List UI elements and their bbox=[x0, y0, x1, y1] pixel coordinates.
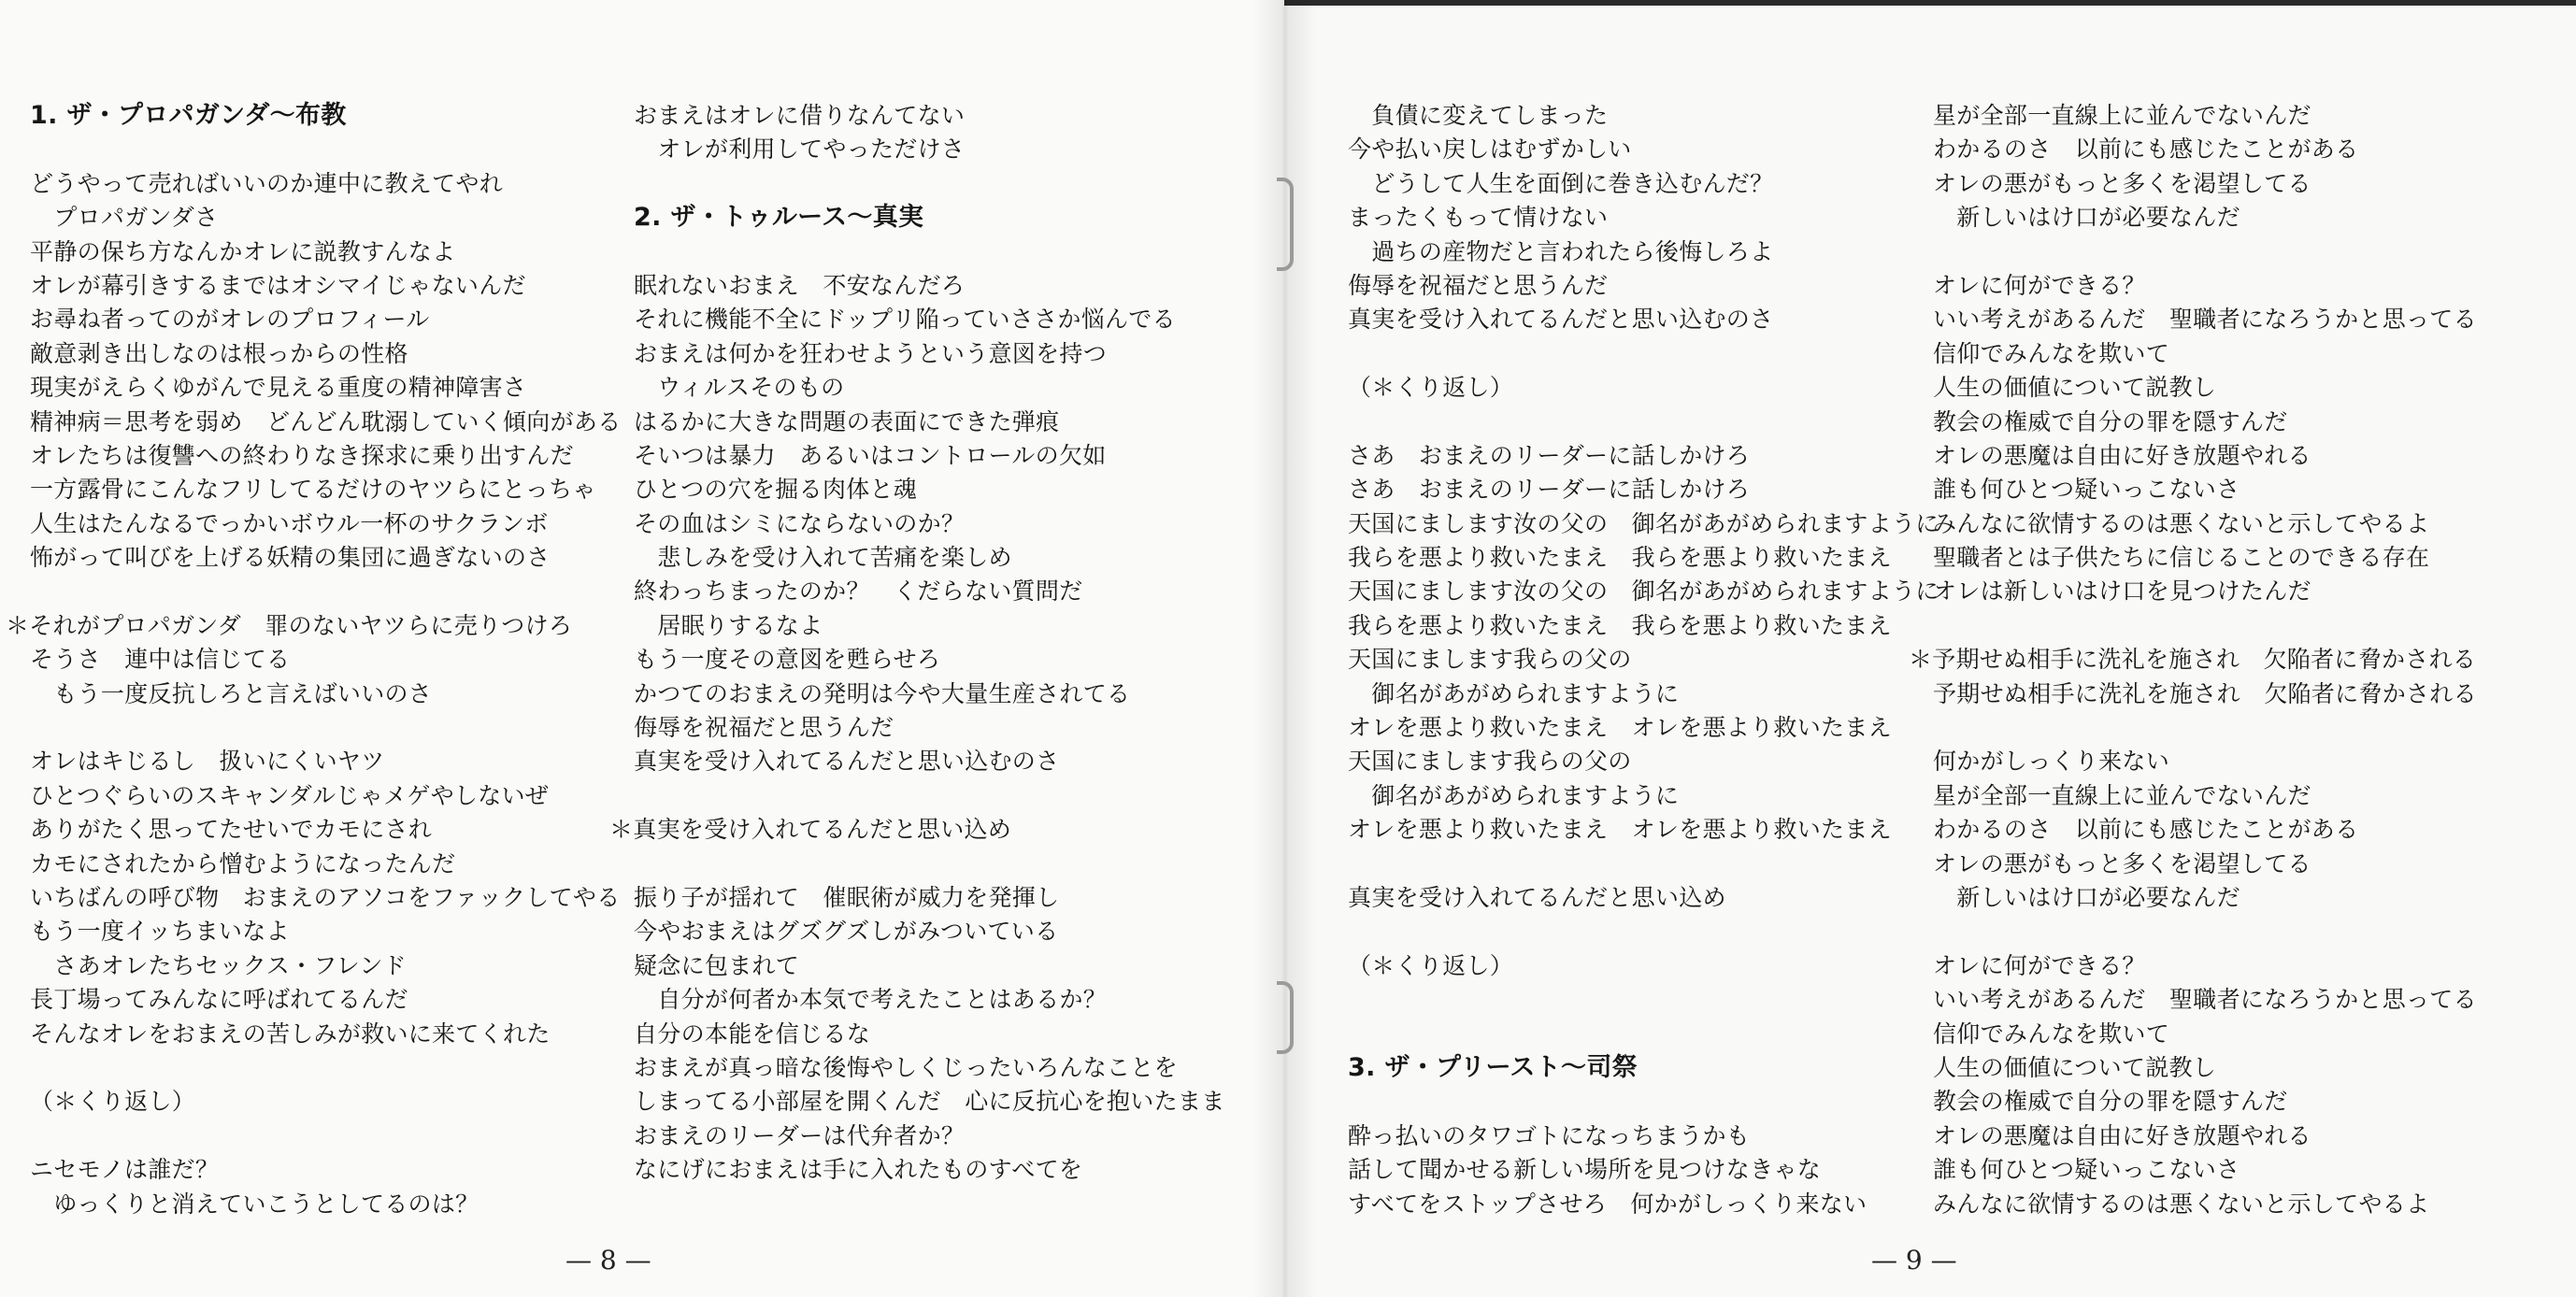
lyrics-column-4 bbox=[1909, 99, 2477, 1221]
stanza-break bbox=[634, 235, 1225, 269]
lyric-line: 悲しみを受け入れて苦痛を楽しめ bbox=[634, 544, 1012, 572]
lyric-line: そいつは暴力 あるいはコントロールの欠如 bbox=[634, 441, 1107, 469]
lyric-line: 聖職者とは子供たちに信じることのできる存在 bbox=[1933, 544, 2430, 572]
lyric-line: 新しいはけ口が必要なんだ bbox=[1933, 883, 2240, 911]
lyric-line: ニセモノは誰だ？ bbox=[30, 1156, 220, 1184]
stanza-break bbox=[30, 711, 622, 745]
lyric-line: （＊くり返し） bbox=[30, 1088, 196, 1116]
lyric-line: すべてをストップさせろ 何かがしっくり来ない bbox=[1348, 1190, 1868, 1218]
stanza-break bbox=[1348, 983, 1939, 1017]
lyric-line: おまえはオレに借りなんてない bbox=[634, 102, 966, 129]
lyric-line: オレたちは復讐への終わりなき探求に乗り出すんだ bbox=[30, 441, 574, 469]
lyric-line: そんなオレをおまえの苦しみが救いに来てくれた bbox=[30, 1019, 551, 1048]
stanza-break bbox=[30, 133, 622, 166]
lyric-line: 平静の保ち方なんかオレに説教すんなよ bbox=[30, 237, 456, 265]
lyric-line: 精神病＝思考を弱め どんどん耽溺していく傾向がある bbox=[30, 407, 622, 435]
lyric-line: もう一度イッちまいなよ bbox=[30, 918, 290, 946]
lyric-line: 人生はたんなるでっかいボウル一杯のサクランボ bbox=[30, 509, 549, 537]
lyric-line: 怖がって叫びを上げる妖精の集団に過ぎないのさ bbox=[30, 544, 551, 572]
lyric-line: おまえのリーダーは代弁者か？ bbox=[634, 1121, 966, 1149]
lyric-line: さあ おまえのリーダーに話しかけろ bbox=[1348, 476, 1751, 504]
lyric-line: 御名があがめられますように bbox=[1348, 781, 1680, 809]
lyric-line: オレに何ができる？ bbox=[1933, 951, 2146, 979]
lyric-line: 天国にまします汝の父の 御名があがめられますように bbox=[1348, 509, 1939, 537]
lyric-line: オレの悪魔は自由に好き放題やれる bbox=[1933, 441, 2311, 469]
stanza-break bbox=[634, 167, 1225, 201]
lyric-line: ウィルスそのもの bbox=[634, 374, 845, 402]
lyric-line: 星が全部一直線上に並んでないんだ bbox=[1933, 102, 2311, 129]
lyric-line: 酔っ払いのタワゴトになっちまうかも bbox=[1348, 1121, 1751, 1149]
lyric-line: かつてのおまえの発明は今や大量生産されてる bbox=[634, 679, 1131, 707]
stanza-break bbox=[1348, 1085, 1939, 1119]
lyric-line: 話して聞かせる新しい場所を見つけなきゃな bbox=[1348, 1156, 1822, 1184]
lyrics-column-1 bbox=[6, 99, 622, 1221]
lyrics-column-3 bbox=[1348, 99, 1939, 1221]
lyric-line: まったくもって情けない bbox=[1348, 204, 1609, 232]
lyric-line: カモにされたから憎むようになったんだ bbox=[30, 849, 456, 877]
lyric-line: もう一度その意図を甦らせろ bbox=[634, 646, 941, 674]
song-title: 3. ザ・プリースト〜司祭 bbox=[1348, 1052, 1638, 1082]
lyric-line: 敵意剥き出しなのは根っからの性格 bbox=[30, 339, 408, 367]
stanza-break bbox=[634, 848, 1225, 881]
staple-top bbox=[1277, 178, 1294, 271]
lyric-line: 我らを悪より救いたまえ 我らを悪より救いたまえ bbox=[1348, 544, 1892, 572]
lyric-line: オレは新しいはけ口を見つけたんだ bbox=[1933, 577, 2311, 606]
lyric-line: みんなに欲情するのは悪くないと示してやるよ bbox=[1933, 1190, 2430, 1218]
lyric-line: 真実を受け入れてるんだと思い込むのさ bbox=[634, 748, 1060, 776]
stanza-break bbox=[1933, 915, 2477, 948]
lyric-line: （＊くり返し） bbox=[1348, 951, 1514, 979]
lyric-line: そうさ 連中は信じてる bbox=[30, 646, 291, 674]
lyric-line: 天国にまします我らの父の bbox=[1348, 748, 1632, 776]
lyric-line: 長丁場ってみんなに呼ばれてるんだ bbox=[30, 986, 408, 1014]
lyric-line: どうやって売ればいいのか連中に教えてやれ bbox=[30, 169, 504, 197]
lyric-line: 天国にまします汝の父の 御名があがめられますように bbox=[1348, 577, 1939, 606]
lyric-line: 居眠りするなよ bbox=[634, 611, 823, 639]
lyric-line: オレに何ができる？ bbox=[1933, 271, 2146, 299]
lyric-line: 人生の価値について説教し bbox=[1933, 1053, 2217, 1081]
staple-bottom bbox=[1277, 981, 1294, 1054]
lyric-line: 教会の権威で自分の罪を隠すんだ bbox=[1933, 407, 2288, 435]
lyric-line: 侮辱を祝福だと思うんだ bbox=[1348, 271, 1609, 299]
lyrics-column-2 bbox=[609, 99, 1225, 1188]
page-number-right: — 9 — bbox=[1871, 1245, 1957, 1276]
stanza-break bbox=[30, 575, 622, 608]
lyric-line: 教会の権威で自分の罪を隠すんだ bbox=[1933, 1088, 2288, 1116]
stanza-break bbox=[1348, 1018, 1939, 1051]
lyric-line: 誰も何ひとつ疑いっこないさ bbox=[1933, 476, 2240, 504]
lyric-line: 真実を受け入れてるんだと思い込め bbox=[1348, 883, 1726, 911]
page-number-left: — 8 — bbox=[565, 1245, 651, 1276]
stanza-break bbox=[1348, 406, 1939, 439]
stanza-break bbox=[30, 1051, 622, 1085]
lyric-line: ひとつの穴を掘る肉体と魂 bbox=[634, 476, 918, 504]
stanza-break bbox=[634, 779, 1225, 813]
lyric-line: さあ おまえのリーダーに話しかけろ bbox=[1348, 441, 1751, 469]
lyric-line: オレの悪がもっと多くを渇望してる bbox=[1933, 849, 2311, 877]
page-top-edge bbox=[1284, 0, 2576, 6]
lyric-line: 真実を受け入れてるんだと思い込むのさ bbox=[1348, 306, 1774, 334]
lyric-line: 何かがしっくり来ない bbox=[1933, 748, 2170, 776]
stanza-break bbox=[1933, 609, 2477, 643]
lyric-line: 現実がえらくゆがんで見える重度の精神障害さ bbox=[30, 374, 527, 402]
lyric-line: いい考えがあるんだ 聖職者になろうかと思ってる bbox=[1933, 986, 2477, 1014]
lyric-line: しまってる小部屋を開くんだ 心に反抗心を抱いたまま bbox=[634, 1088, 1225, 1116]
stanza-break bbox=[1933, 235, 2477, 269]
lyric-line: 自分の本能を信じるな bbox=[634, 1019, 871, 1048]
song-title: 1. ザ・プロパガンダ〜布教 bbox=[30, 101, 347, 130]
lyric-line: 自分が何者か本気で考えたことはあるか？ bbox=[634, 986, 1108, 1014]
lyric-line: オレの悪魔は自由に好き放題やれる bbox=[1933, 1121, 2311, 1149]
stanza-break bbox=[1933, 711, 2477, 745]
stanza-break bbox=[1348, 337, 1939, 371]
lyric-line: 人生の価値について説教し bbox=[1933, 374, 2217, 402]
lyric-line: オレを悪より救いたまえ オレを悪より救いたまえ bbox=[1348, 816, 1892, 844]
lyric-line: オレを悪より救いたまえ オレを悪より救いたまえ bbox=[1348, 714, 1892, 742]
lyric-line: わかるのさ 以前にも感じたことがある bbox=[1933, 135, 2359, 164]
lyric-line: 星が全部一直線上に並んでないんだ bbox=[1933, 781, 2311, 809]
lyric-line: オレはキじるし 扱いにくいヤツ bbox=[30, 748, 385, 776]
lyric-line: なにげにおまえは手に入れたものすべてを bbox=[634, 1156, 1083, 1184]
lyric-line: 負債に変えてしまった bbox=[1348, 102, 1609, 129]
lyric-line: 眠れないおまえ 不安なんだろ bbox=[634, 271, 966, 299]
lyric-line: ゆっくりと消えていこうとしてるのは？ bbox=[30, 1190, 479, 1218]
lyric-line: もう一度反抗しろと言えばいいのさ bbox=[30, 679, 433, 707]
lyric-line: それに機能不全にドップリ陥っていささか悩んでる bbox=[634, 306, 1176, 334]
lyric-line: 一方露骨にこんなフリしてるだけのヤツらにとっちゃ bbox=[30, 476, 596, 504]
lyric-line: お尋ね者ってのがオレのプロフィール bbox=[30, 306, 430, 334]
lyric-line: いちばんの呼び物 おまえのアソコをファックしてやる bbox=[30, 883, 621, 911]
lyric-line: ありがたく思ってたせいでカモにされ bbox=[30, 816, 433, 844]
lyric-line: 新しいはけ口が必要なんだ bbox=[1933, 204, 2240, 232]
song-title: 2. ザ・トゥルース〜真実 bbox=[634, 203, 924, 233]
lyric-line: オレが幕引きするまではオシマイじゃないんだ bbox=[30, 271, 526, 299]
stanza-break bbox=[1348, 848, 1939, 881]
lyric-line: 終わっちまったのか？ くだらない質問だ bbox=[634, 577, 1083, 606]
lyric-line: さあオレたちセックス・フレンド bbox=[30, 951, 407, 979]
lyric-line: 今や払い戻しはむずかしい bbox=[1348, 135, 1632, 164]
stanza-break bbox=[30, 1119, 622, 1153]
lyric-line: 侮辱を祝福だと思うんだ bbox=[634, 714, 894, 742]
lyric-line: ＊予期せぬ相手に洗礼を施され 欠陥者に脅かされる bbox=[1909, 646, 2477, 674]
lyric-line: 振り子が揺れて 催眠術が威力を発揮し bbox=[634, 883, 1060, 911]
lyric-line: （＊くり返し） bbox=[1348, 374, 1514, 402]
lyric-line: どうして人生を面倒に巻き込むんだ？ bbox=[1348, 169, 1774, 197]
lyric-line: わかるのさ 以前にも感じたことがある bbox=[1933, 816, 2359, 844]
lyric-line: 疑念に包まれて bbox=[634, 951, 800, 979]
lyric-line: 我らを悪より救いたまえ 我らを悪より救いたまえ bbox=[1348, 611, 1892, 639]
lyric-line: はるかに大きな問題の表面にできた弾痕 bbox=[634, 407, 1060, 435]
lyric-line: 過ちの産物だと言われたら後悔しろよ bbox=[1348, 237, 1774, 265]
lyric-line: オレの悪がもっと多くを渇望してる bbox=[1933, 169, 2311, 197]
lyric-line: その血はシミにならないのか？ bbox=[634, 509, 966, 537]
lyric-line: みんなに欲情するのは悪くないと示してやるよ bbox=[1933, 509, 2430, 537]
stanza-break bbox=[1348, 915, 1939, 948]
lyric-line: 今やおまえはグズグズしがみついている bbox=[634, 918, 1059, 946]
lyric-line: ひとつぐらいのスキャンダルじゃメゲやしないぜ bbox=[30, 781, 550, 809]
lyric-line: 御名があがめられますように bbox=[1348, 679, 1680, 707]
lyric-line: 信仰でみんなを欺いて bbox=[1933, 339, 2170, 367]
lyric-line: いい考えがあるんだ 聖職者になろうかと思ってる bbox=[1933, 306, 2477, 334]
lyric-line: おまえは何かを狂わせようという意図を持つ bbox=[634, 339, 1108, 367]
lyric-line: 予期せぬ相手に洗礼を施され 欠陥者に脅かされる bbox=[1933, 679, 2477, 707]
lyric-line: おまえが真っ暗な後悔やしくじったいろんなことを bbox=[634, 1053, 1178, 1081]
lyric-line: オレが利用してやっただけさ bbox=[634, 135, 966, 164]
lyric-line: ＊それがプロパガンダ 罪のないヤツらに売りつけろ bbox=[6, 611, 573, 639]
lyric-line: 天国にまします我らの父の bbox=[1348, 646, 1632, 674]
lyric-line: 誰も何ひとつ疑いっこないさ bbox=[1933, 1156, 2240, 1184]
lyric-line: 信仰でみんなを欺いて bbox=[1933, 1019, 2170, 1048]
lyric-line: ＊真実を受け入れてるんだと思い込め bbox=[609, 816, 1012, 844]
lyric-line: プロパガンダさ bbox=[30, 204, 219, 232]
